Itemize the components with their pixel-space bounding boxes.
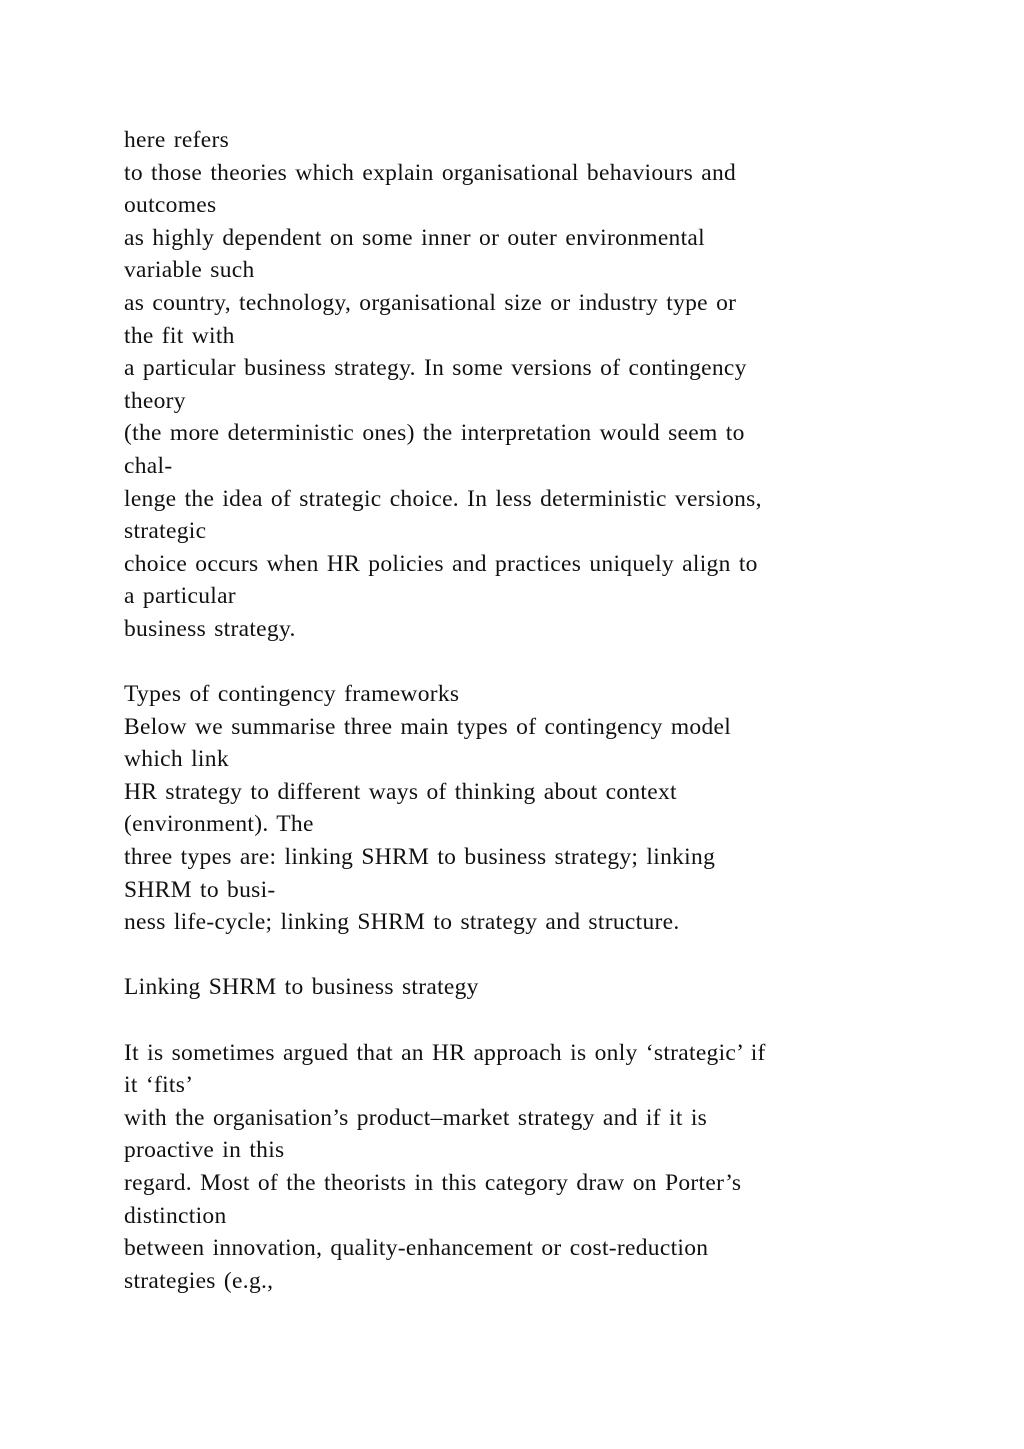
section-heading: Linking SHRM to business strategy — [124, 974, 479, 1001]
text-line: it ‘fits’ — [124, 1072, 194, 1099]
text-line: proactive in this — [124, 1137, 285, 1164]
text-line: ness life-cycle; linking SHRM to strategy and structure. — [124, 909, 680, 936]
text-line: which link — [124, 746, 229, 773]
text-line: the fit with — [124, 322, 235, 349]
text-line: three types are: linking SHRM to business strategy; linking — [124, 844, 716, 871]
text-line: distinction — [124, 1202, 227, 1229]
text-line: with the organisation’s product–market strategy and if it is — [124, 1104, 708, 1131]
text-line: a particular business strategy. In some versions of contingency — [124, 355, 747, 382]
text-line: chal- — [124, 452, 173, 479]
text-line: It is sometimes argued that an HR approach is only ‘strategic’ if — [124, 1039, 766, 1066]
text-line: strategies (e.g., — [124, 1267, 274, 1294]
text-line: HR strategy to different ways of thinking about context — [124, 778, 677, 805]
text-line: outcomes — [124, 192, 217, 219]
text-line: as highly dependent on some inner or outer environmental — [124, 224, 705, 251]
text-line: lenge the idea of strategic choice. In less deterministic versions, — [124, 485, 762, 512]
text-line: strategic — [124, 518, 207, 545]
text-line: business strategy. — [124, 615, 296, 642]
text-line: variable such — [124, 257, 255, 284]
text-line: between innovation, quality-enhancement or cost-reduction — [124, 1235, 709, 1262]
blank-line — [124, 1004, 914, 1037]
text-line: (environment). The — [124, 811, 314, 838]
text-line: a particular — [124, 583, 236, 610]
text-line: SHRM to busi- — [124, 876, 276, 903]
text-line: (the more deterministic ones) the interpretation would seem to — [124, 420, 745, 447]
text-line: to those theories which explain organisational behaviours and — [124, 159, 737, 186]
text-line: theory — [124, 387, 186, 414]
section-heading: Types of contingency frameworks — [124, 681, 460, 708]
text-line: here refers — [124, 127, 230, 153]
text-line: regard. Most of the theorists in this category draw on Porter’s — [124, 1170, 742, 1196]
body-text — [124, 124, 914, 1297]
text-line: choice occurs when HR policies and practices uniquely align to — [124, 550, 758, 577]
text-line: as country, technology, organisational size or industry type or — [124, 289, 737, 316]
blank-line — [124, 646, 914, 679]
text-line: Below we summarise three main types of contingency model — [124, 713, 732, 740]
blank-line — [124, 939, 914, 972]
